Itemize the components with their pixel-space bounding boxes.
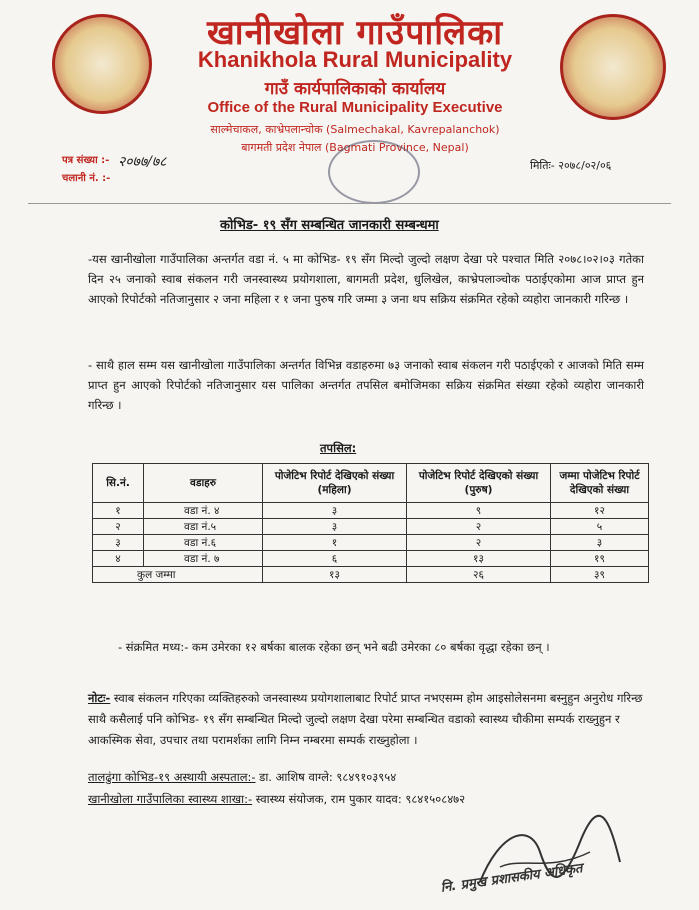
cell-male: ९ bbox=[407, 503, 551, 519]
positive-cases-table bbox=[92, 463, 649, 583]
cell-female: ३ bbox=[263, 519, 407, 535]
table-total-row bbox=[93, 567, 649, 583]
cell-ward: वडा नं. ४ bbox=[144, 503, 263, 519]
office-nepali: गाउँ कार्यपालिकाको कार्यालय bbox=[264, 79, 446, 99]
paragraph-2: - साथै हाल सम्म यस खानीखोला गाउँपालिका अन्तर्गत विभिन्न वडाहरुमा ७३ जनाको स्वाब संकलन गरी पठाईएको र आजको मिति सम्म प्राप्त हुन आएको रिपोर्टको नतिजानुसार यस पालिका अन्तर्गत तपसिल बमोजिमका सक्रिय संक्रमित संख्या रहेको व्यहोरा जानकारी गरिन्छ । bbox=[88, 358, 644, 412]
table-row bbox=[93, 503, 649, 519]
cell-sn: २ bbox=[93, 519, 144, 535]
address-line-1: साल्मेचाकल, काभ्रेपलान्चोक (Salmechakal, Kavrepalanchok) bbox=[210, 123, 500, 136]
cell-ward: वडा नं.५ bbox=[144, 519, 263, 535]
cell-ward: वडा नं. ७ bbox=[144, 551, 263, 567]
cell-total: १२ bbox=[551, 503, 649, 519]
header-total: जम्मा पोजेटिभ रिपोर्ट देखिएको संख्या bbox=[551, 464, 649, 503]
contact-2 bbox=[88, 792, 465, 807]
cell-female: ६ bbox=[263, 551, 407, 567]
note-block bbox=[88, 688, 644, 751]
title-english: Khanikhola Rural Municipality bbox=[197, 47, 513, 72]
contact-2-label: खानीखोला गाउँपालिका स्वास्थ्य शाखा:- bbox=[88, 792, 253, 806]
title-nepali: खानीखोला गाउँपालिका bbox=[206, 13, 504, 53]
cell-female: ३ bbox=[263, 503, 407, 519]
cell-total: १९ bbox=[551, 551, 649, 567]
table-row bbox=[93, 551, 649, 567]
cell-female: १ bbox=[263, 535, 407, 551]
header-male: पोजेटिभ रिपोर्ट देखिएको संख्या (पुरुष) bbox=[407, 464, 551, 503]
office-stamp bbox=[328, 140, 420, 204]
cell-male: २ bbox=[407, 519, 551, 535]
date: मितिः- २०७८/०२/०६ bbox=[530, 159, 612, 172]
ref-label: पत्र संख्या :- bbox=[62, 155, 110, 166]
header-divider bbox=[28, 203, 671, 204]
infected-age-note: - संक्रमित मध्य:- कम उमेरका १२ बर्षका बालक रहेका छन् भने बढी उमेरका ८० बर्षका वृद्धा रहेका छन् । bbox=[118, 640, 550, 654]
cell-male: १३ bbox=[407, 551, 551, 567]
note-text: स्वाब संकलन गरिएका व्यक्तिहरुको जनस्वास्थ्य प्रयोगशालाबाट रिपोर्ट प्राप्त नभएसम्म होम आइसोलेसनमा बस्नुहुन अनुरोध गरिन्छ साथै कसैलाई पनि कोभिड- १९ सँग सम्बन्धित मिल्दो जुल्दो लक्षण देखा परेमा सम्बन्धित वडाको स्वास्थ्य चौकीमा सम्पर्क राख्नुहुन र आकस्मिक सेवा, उपचार तथा परामर्शका लागि निम्न नम्बरमा सम्पर्क राख्नुहोला । bbox=[88, 691, 643, 747]
cell-sn: ३ bbox=[93, 535, 144, 551]
cell-total: ५ bbox=[551, 519, 649, 535]
signatory-title: नि. प्रमुख प्रशासकीय अधिकृत bbox=[439, 861, 584, 896]
table-row bbox=[93, 535, 649, 551]
ref-value: २०७७/७८ bbox=[118, 154, 167, 170]
contact-1-value: डा. आशिष वाग्ले: ९८४९१०३९५४ bbox=[259, 770, 397, 784]
contact-2-value: स्वास्थ्य संयोजक, राम पुकार यादव: ९८४१५०८४७२ bbox=[255, 792, 466, 806]
total-male: २६ bbox=[407, 567, 551, 583]
paragraph-1: -यस खानीखोला गाउँपालिका अन्तर्गत वडा नं. ५ मा कोभिड- १९ सँग मिल्दो जुल्दो लक्षण देखा परे पश्चात मिति २०७८।०२।०३ गतेका दिन २५ जनाको स्वाब संकलन गरी जनस्वास्थ्य प्रयोगशाला, बागमती प्रदेश, धुलिखेल, काभ्रेपलाञ्चोक पठाईएकोमा आज प्राप्त हुन आएको रिपोर्टको नतिजानुसार २ जना महिला र १ जना पुरुष गरि जम्मा ३ जना थप सक्रिय संक्रमित रहेको व्यहोरा जानकारी गरिन्छ । bbox=[88, 252, 644, 306]
total-all: ३९ bbox=[551, 567, 649, 583]
note-label: नोटः- bbox=[88, 691, 111, 705]
dispatch-label: चलानी नं. :- bbox=[62, 173, 111, 184]
cell-sn: १ bbox=[93, 503, 144, 519]
subject-line: कोभिड- १९ सँग सम्बन्धित जानकारी सम्बन्धमा bbox=[220, 218, 439, 233]
cell-total: ३ bbox=[551, 535, 649, 551]
address-line-2: बागमती प्रदेश नेपाल (Bagmati Province, Nepal) bbox=[241, 141, 469, 154]
header-ward: वडाहरु bbox=[144, 464, 263, 503]
contact-1-label: तालढुंगा कोभिड-१९ अस्थायी अस्पताल:- bbox=[88, 770, 256, 784]
table-caption: तपसिल: bbox=[320, 441, 357, 455]
total-female: १३ bbox=[263, 567, 407, 583]
municipality-emblem-right bbox=[560, 14, 666, 120]
contact-1 bbox=[88, 770, 396, 785]
cell-sn: ४ bbox=[93, 551, 144, 567]
header-female: पोजेटिभ रिपोर्ट देखिएको संख्या (महिला) bbox=[263, 464, 407, 503]
total-label: कुल जम्मा bbox=[93, 567, 263, 583]
municipality-emblem-left bbox=[52, 14, 152, 114]
cell-male: २ bbox=[407, 535, 551, 551]
cell-ward: वडा नं.६ bbox=[144, 535, 263, 551]
office-english: Office of the Rural Municipality Executive bbox=[207, 99, 503, 116]
header-sn: सि.नं. bbox=[93, 464, 144, 503]
table-header-row bbox=[93, 464, 649, 503]
table-row bbox=[93, 519, 649, 535]
